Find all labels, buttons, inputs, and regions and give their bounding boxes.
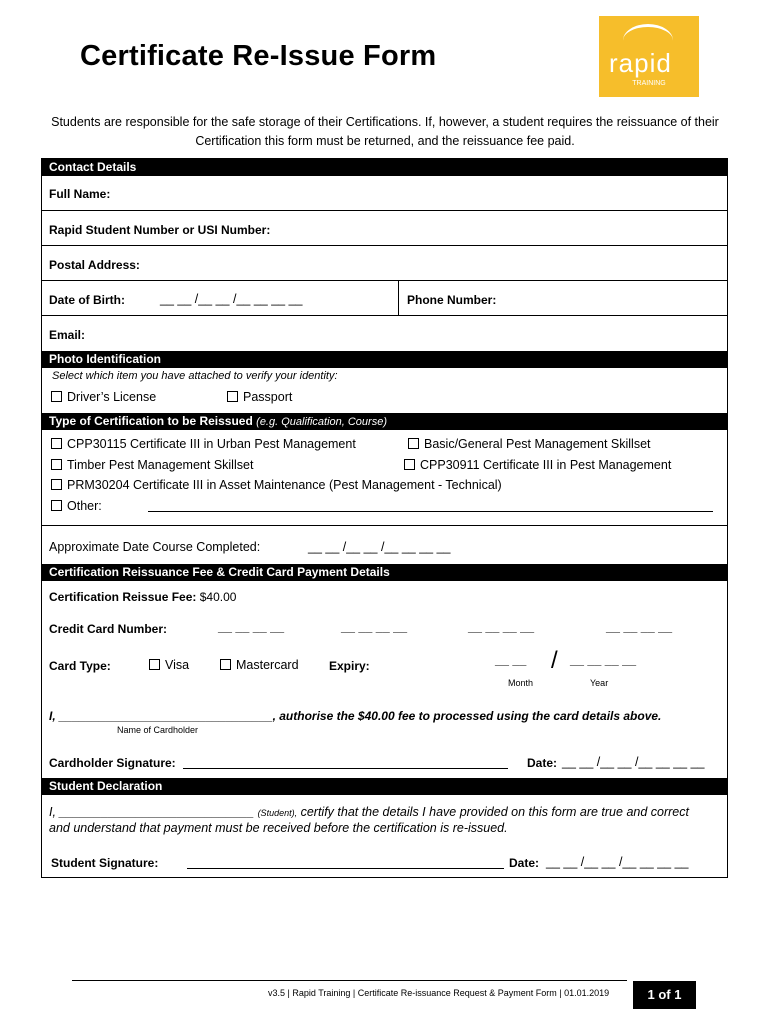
cardholder-date-label: Date: bbox=[527, 756, 558, 770]
cert-option-other[interactable] bbox=[51, 499, 102, 513]
divider bbox=[42, 315, 727, 316]
cert-option-3[interactable] bbox=[51, 458, 253, 472]
logo-subtitle: TRAINING bbox=[632, 80, 666, 87]
checkbox-icon[interactable] bbox=[51, 438, 62, 449]
expiry-label: Expiry: bbox=[329, 659, 370, 673]
logo-word: rapid bbox=[609, 48, 672, 78]
student-date-field[interactable]: __ __ /__ __ /__ __ __ __ bbox=[546, 855, 689, 869]
card-number-group-2[interactable]: __ __ __ __ bbox=[341, 620, 408, 634]
card-number-label: Credit Card Number: bbox=[49, 622, 168, 636]
cert-option-5[interactable] bbox=[51, 478, 502, 492]
contact-details-header: Contact Details bbox=[42, 159, 727, 176]
cardholder-signature-label: Cardholder Signature: bbox=[49, 756, 176, 770]
student-date-label: Date: bbox=[509, 856, 540, 870]
photo-id-header: Photo Identification bbox=[42, 351, 727, 368]
reissue-fee-label-text: Certification Reissue Fee: bbox=[49, 590, 197, 604]
checkbox-icon[interactable] bbox=[51, 391, 62, 402]
checkbox-icon[interactable] bbox=[51, 459, 62, 470]
student-name-field[interactable]: I, ____________________________ bbox=[49, 805, 255, 819]
cert-type-header-note: (e.g. Qualification, Course) bbox=[256, 416, 387, 428]
drivers-license-label: Driver’s License bbox=[67, 390, 157, 404]
checkbox-icon[interactable] bbox=[51, 500, 62, 511]
expiry-separator: / bbox=[551, 647, 558, 674]
checkbox-icon[interactable] bbox=[408, 438, 419, 449]
student-caption: (Student), bbox=[257, 808, 298, 818]
declaration-header: Student Declaration bbox=[42, 778, 727, 795]
course-completed-date-field[interactable]: __ __ /__ __ /__ __ __ __ bbox=[308, 540, 451, 554]
cert-option-4-label: CPP30911 Certificate III in Pest Management bbox=[420, 458, 672, 472]
cert-option-4[interactable] bbox=[404, 458, 671, 472]
course-completed-label: Approximate Date Course Completed: bbox=[49, 540, 261, 554]
reissue-fee-label bbox=[49, 590, 236, 604]
month-caption: Month bbox=[508, 678, 534, 688]
divider bbox=[42, 280, 727, 281]
cardholder-date-field[interactable]: __ __ /__ __ /__ __ __ __ bbox=[562, 755, 705, 769]
expiry-month-field[interactable]: __ __ bbox=[495, 653, 527, 667]
other-input-line[interactable] bbox=[148, 511, 713, 512]
dob-field[interactable]: __ __ /__ __ /__ __ __ __ bbox=[160, 292, 303, 306]
cardholder-name-field[interactable]: I, ________________________________, bbox=[49, 709, 276, 723]
cert-option-3-label: Timber Pest Management Skillset bbox=[67, 458, 254, 472]
cert-type-header bbox=[42, 413, 727, 430]
card-number-group-3[interactable]: __ __ __ __ bbox=[468, 620, 535, 634]
page-number-badge: 1 of 1 bbox=[633, 981, 696, 1009]
authorise-text: authorise the $40.00 fee to processed using the card details above. bbox=[279, 709, 662, 723]
cardholder-signature-line[interactable] bbox=[183, 768, 508, 769]
divider bbox=[42, 525, 727, 526]
student-number-label: Rapid Student Number or USI Number: bbox=[49, 223, 271, 237]
mastercard-option[interactable] bbox=[220, 658, 299, 672]
card-number-group-4[interactable]: __ __ __ __ bbox=[606, 620, 673, 634]
cert-option-2-label: Basic/General Pest Management Skillset bbox=[424, 437, 651, 451]
passport-option[interactable] bbox=[227, 390, 292, 404]
footer-divider bbox=[72, 980, 627, 981]
rapid-training-logo bbox=[599, 16, 699, 97]
drivers-license-option[interactable] bbox=[51, 390, 156, 404]
visa-label: Visa bbox=[165, 658, 190, 672]
declaration-text-1: certify that the details I have provided on this form are true and correct bbox=[300, 805, 689, 819]
divider bbox=[42, 245, 727, 246]
intro-text: Students are responsible for the safe storage of their Certifications. If, however, a student requires the reissuance of their Certification this form must be returned, and the reissuance fee paid. bbox=[51, 115, 719, 148]
reissue-fee-value: $40.00 bbox=[199, 590, 237, 604]
expiry-year-field[interactable]: __ __ __ __ bbox=[570, 653, 637, 667]
checkbox-icon[interactable] bbox=[51, 479, 62, 490]
card-type-label: Card Type: bbox=[49, 659, 111, 673]
dob-label: Date of Birth: bbox=[49, 293, 125, 307]
email-label: Email: bbox=[49, 328, 86, 342]
cert-option-other-label: Other: bbox=[67, 499, 102, 513]
checkbox-icon[interactable] bbox=[404, 459, 415, 470]
photo-id-instruction: Select which item you have attached to verify your identity: bbox=[52, 370, 338, 382]
cert-option-1-label: CPP30115 Certificate III in Urban Pest Management bbox=[67, 437, 356, 451]
checkbox-icon[interactable] bbox=[220, 659, 231, 670]
student-signature-label: Student Signature: bbox=[51, 856, 159, 870]
cardholder-name-caption: Name of Cardholder bbox=[117, 725, 199, 735]
cert-type-header-label: Type of Certification to be Reissued bbox=[49, 414, 253, 428]
checkbox-icon[interactable] bbox=[149, 659, 160, 670]
student-signature-line[interactable] bbox=[187, 868, 504, 869]
divider bbox=[42, 210, 727, 211]
cert-option-5-label: PRM30204 Certificate III in Asset Maintenance (Pest Management - Technical) bbox=[67, 478, 502, 492]
footer-text: v3.5 | Rapid Training | Certificate Re-issuance Request & Payment Form | 01.01.2019 bbox=[268, 988, 610, 998]
declaration-line-1 bbox=[49, 805, 689, 819]
year-caption: Year bbox=[590, 678, 609, 688]
checkbox-icon[interactable] bbox=[227, 391, 238, 402]
card-number-group-1[interactable]: __ __ __ __ bbox=[218, 620, 285, 634]
mastercard-label: Mastercard bbox=[236, 658, 299, 672]
phone-label: Phone Number: bbox=[407, 293, 497, 307]
visa-option[interactable] bbox=[149, 658, 189, 672]
divider bbox=[398, 281, 399, 315]
passport-label: Passport bbox=[243, 390, 293, 404]
form-body bbox=[41, 158, 728, 878]
postal-address-label: Postal Address: bbox=[49, 258, 140, 272]
cert-option-1[interactable] bbox=[51, 437, 356, 451]
form-title: Certificate Re-Issue Form bbox=[80, 40, 437, 72]
authorise-statement bbox=[49, 709, 661, 723]
payment-header: Certification Reissuance Fee & Credit Card Payment Details bbox=[42, 564, 727, 581]
full-name-label: Full Name: bbox=[49, 187, 111, 201]
declaration-line-2: and understand that payment must be received before the certification is re-issued. bbox=[49, 821, 508, 835]
cert-option-2[interactable] bbox=[408, 437, 651, 451]
